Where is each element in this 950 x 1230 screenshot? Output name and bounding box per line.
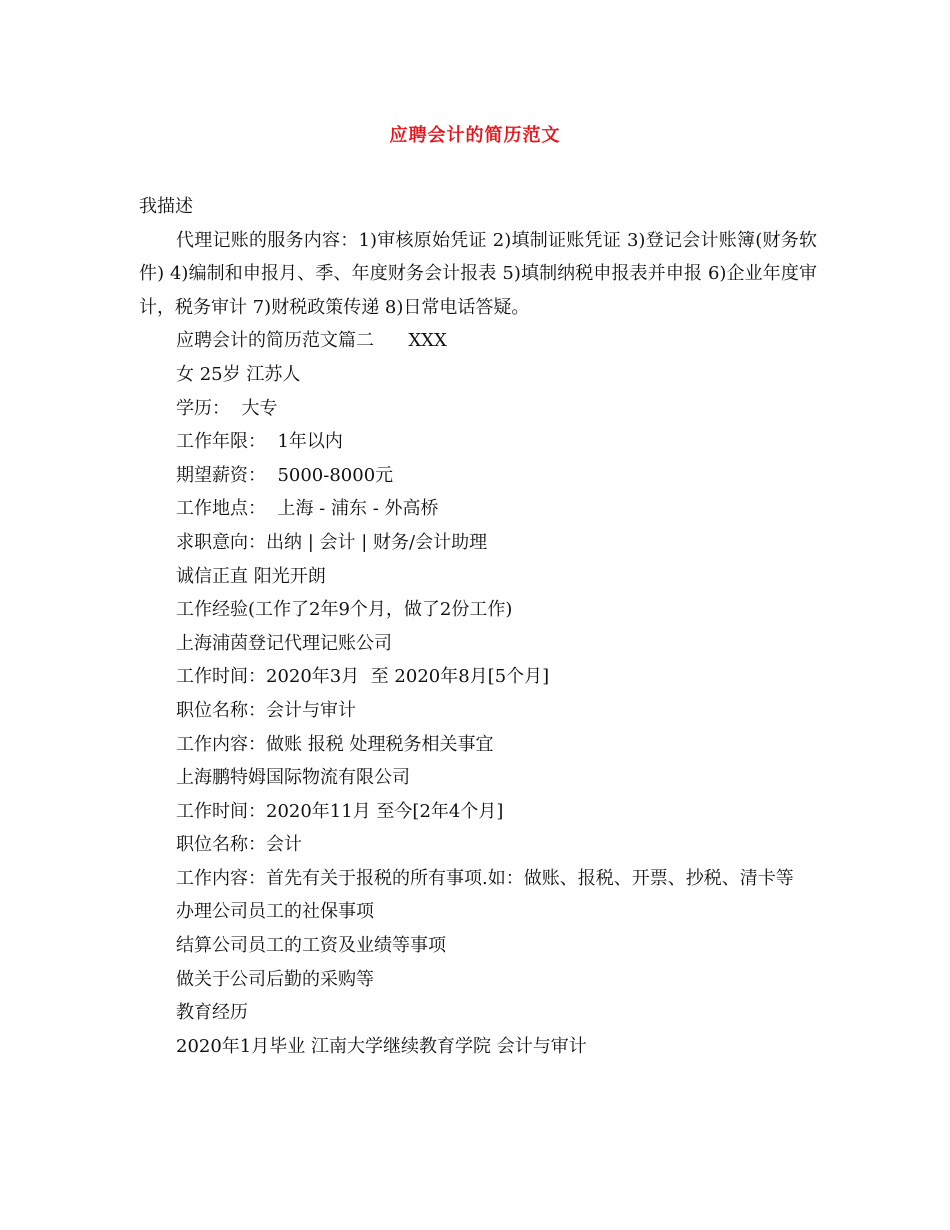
resume-heading: 应聘会计的简历范文篇二 XXX [176, 330, 447, 352]
company-name-2: 上海鹏特姆国际物流有限公司 [176, 767, 410, 789]
work-period-2: 工作时间：2020年11月 至今[2年4个月] [176, 800, 504, 822]
personal-info: 女 25岁 江苏人 [176, 363, 301, 385]
section-heading-self-description: 我描述 [139, 196, 193, 217]
personal-traits: 诚信正直 阳光开朗 [176, 565, 326, 587]
job-intention: 求职意向：出纳 | 会计 | 财务/会计助理 [176, 531, 488, 553]
work-location: 工作地点： 上海 - 浦东 - 外高桥 [176, 498, 439, 520]
expected-salary: 期望薪资： 5000-8000元 [176, 464, 394, 486]
document-body [139, 190, 817, 1063]
education-level: 学历： 大专 [176, 397, 278, 419]
job-content-2: 工作内容：首先有关于报税的所有事项.如：做账、报税、开票、抄税、清卡等 [176, 867, 794, 889]
paragraph-service-content: 代理记账的服务内容：1)审核原始凭证 2)填制证账凭证 3)登记会计账簿(财务软件) 4)编制和申报月、季、年度财务会计报表 5)填制纳税申报表并申报 6)企业年度审计，税务审计 7)财税政策传递 8)日常电话答疑。 [139, 229, 817, 318]
work-years: 工作年限： 1年以内 [176, 431, 343, 453]
work-period-1: 工作时间：2020年3月 至 2020年8月[5个月] [176, 666, 550, 688]
education-heading: 教育经历 [176, 1002, 248, 1024]
job-duty-social-insurance: 办理公司员工的社保事项 [176, 901, 374, 923]
job-duty-payroll: 结算公司员工的工资及业绩等事项 [176, 935, 446, 957]
job-duty-procurement: 做关于公司后勤的采购等 [176, 968, 374, 990]
position-title-1: 职位名称：会计与审计 [176, 699, 356, 721]
position-title-2: 职位名称：会计 [176, 834, 302, 856]
work-experience-heading: 工作经验(工作了2年9个月，做了2份工作) [176, 599, 513, 621]
education-entry: 2020年1月毕业 江南大学继续教育学院 会计与审计 [176, 1035, 587, 1057]
company-name-1: 上海浦茵登记代理记账公司 [176, 632, 392, 654]
job-content-1: 工作内容：做账 报税 处理税务相关事宜 [176, 733, 494, 755]
page-title: 应聘会计的简历范文 [389, 125, 561, 146]
